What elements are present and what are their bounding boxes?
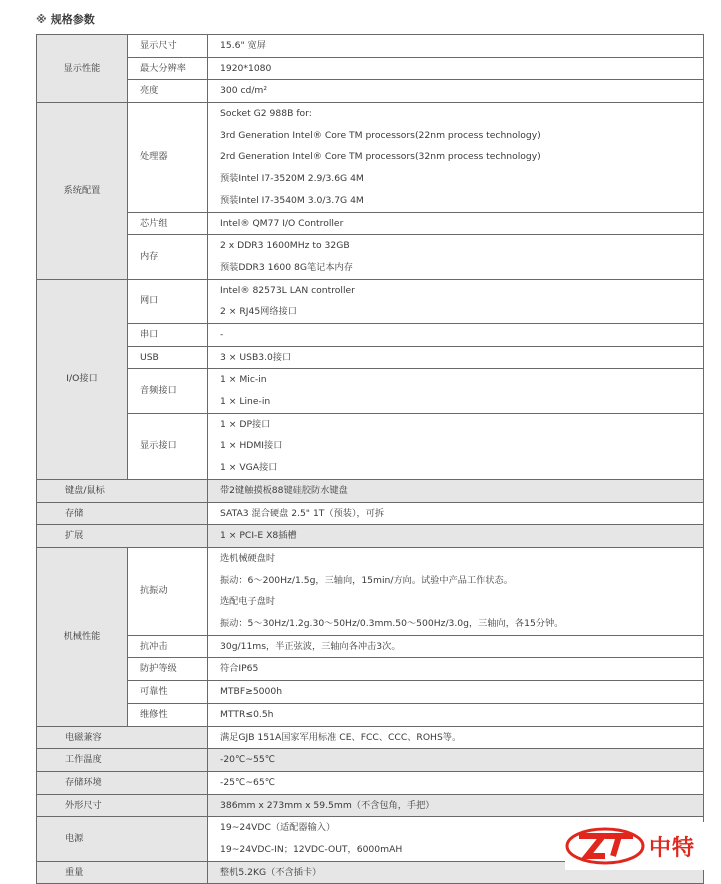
table-row	[37, 794, 704, 817]
table-row	[37, 703, 704, 726]
cpu-label: 处理器	[128, 103, 208, 212]
table-row	[37, 369, 704, 413]
audio-line: 1 × Mic-in	[220, 374, 267, 386]
cpu-line: 2rd Generation Intel® Core TM processors(32nm process technology)	[220, 151, 541, 163]
video-label: 显示接口	[128, 413, 208, 479]
table-row	[37, 324, 704, 347]
storage-value: SATA3 混合硬盘 2.5" 1T（预装），可拆	[208, 502, 704, 525]
protection-value: 符合IP65	[208, 658, 704, 681]
cpu-line: 预装Intel I7-3520M 2.9/3.6G 4M	[220, 173, 364, 185]
section-title: 规格参数	[50, 13, 95, 26]
table-row	[37, 726, 704, 749]
section-header	[36, 10, 95, 28]
table-row	[37, 80, 704, 103]
vibration-line: 选配电子盘时	[220, 596, 276, 608]
reliability-value: MTBF≥5000h	[208, 681, 704, 704]
vibration-line: 振动：6～200Hz/1.5g，三轴向，15min/方向。试验中产品工作状态。	[220, 574, 513, 586]
table-row	[37, 749, 704, 772]
display-size-value: 15.6" 宽屏	[208, 35, 704, 58]
category-storage-env: 存储环境	[37, 771, 208, 794]
video-line: 1 × VGA接口	[220, 462, 278, 474]
vibration-line: 选机械硬盘时	[220, 552, 276, 564]
op-temp-value: -20℃~55℃	[208, 749, 704, 772]
table-row	[37, 279, 704, 323]
table-row	[37, 771, 704, 794]
table-row	[37, 57, 704, 80]
category-system: 系统配置	[37, 103, 128, 280]
resolution-label: 最大分辨率	[128, 57, 208, 80]
maintainability-label: 维修性	[128, 703, 208, 726]
brightness-value: 300 cd/m²	[208, 80, 704, 103]
category-op-temp: 工作温度	[37, 749, 208, 772]
network-line: Intel® 82573L LAN controller	[220, 284, 355, 296]
maintainability-value: MTTR≤0.5h	[208, 703, 704, 726]
memory-value	[208, 235, 704, 279]
protection-label: 防护等级	[128, 658, 208, 681]
zt-logo-icon	[565, 826, 645, 866]
shock-value: 30g/11ms，半正弦波，三轴向各冲击3次。	[208, 635, 704, 658]
audio-line: 1 × Line-in	[220, 396, 271, 408]
table-row	[37, 235, 704, 279]
usb-value: 3 × USB3.0接口	[208, 346, 704, 369]
video-line: 1 × DP接口	[220, 418, 271, 430]
serial-value: -	[208, 324, 704, 347]
spec-table	[36, 34, 704, 884]
category-mechanical: 机械性能	[37, 547, 128, 726]
cpu-line: 3rd Generation Intel® Core TM processors(22nm process technology)	[220, 129, 541, 141]
category-dimensions: 外形尺寸	[37, 794, 208, 817]
chipset-label: 芯片组	[128, 212, 208, 235]
table-row	[37, 103, 704, 212]
table-row	[37, 547, 704, 635]
memory-label: 内存	[128, 235, 208, 279]
audio-value	[208, 369, 704, 413]
display-size-label: 显示尺寸	[128, 35, 208, 58]
table-row	[37, 502, 704, 525]
keyboard-value: 带2键触摸板88键硅胶防水键盘	[208, 479, 704, 502]
power-line: 19~24VDC（适配器输入）	[220, 822, 336, 834]
table-row	[37, 479, 704, 502]
expansion-value: 1 × PCI-E X8插槽	[208, 525, 704, 548]
table-row	[37, 413, 704, 479]
shock-label: 抗冲击	[128, 635, 208, 658]
reliability-label: 可靠性	[128, 681, 208, 704]
table-row	[37, 681, 704, 704]
category-keyboard: 键盘/鼠标	[37, 479, 208, 502]
cpu-value	[208, 103, 704, 212]
section-mark: ※	[36, 12, 47, 26]
power-line: 19~24VDC-IN；12VDC-OUT，6000mAH	[220, 844, 403, 856]
emc-value: 满足GJB 151A国家军用标准 CE、FCC、CCC、ROHS等。	[208, 726, 704, 749]
cpu-line: Socket G2 988B for:	[220, 108, 312, 120]
table-row	[37, 635, 704, 658]
dimensions-value: 386mm x 273mm x 59.5mm（不含包角，手把）	[208, 794, 704, 817]
weight-value: 整机5.2KG（不含插卡）	[208, 861, 704, 884]
video-line: 1 × HDMI接口	[220, 440, 283, 452]
category-weight: 重量	[37, 861, 208, 884]
brightness-label: 亮度	[128, 80, 208, 103]
category-io: I/O接口	[37, 279, 128, 479]
network-value	[208, 279, 704, 323]
network-line: 2 × RJ45网络接口	[220, 306, 297, 318]
serial-label: 串口	[128, 324, 208, 347]
memory-line: 2 x DDR3 1600MHz to 32GB	[220, 240, 350, 252]
resolution-value: 1920*1080	[208, 57, 704, 80]
category-power: 电源	[37, 817, 208, 861]
category-storage: 存储	[37, 502, 208, 525]
storage-env-value: -25℃~65℃	[208, 771, 704, 794]
vibration-value	[208, 547, 704, 635]
usb-label: USB	[128, 346, 208, 369]
brand-logo	[565, 822, 721, 870]
table-row	[37, 658, 704, 681]
category-display: 显示性能	[37, 35, 128, 103]
table-row	[37, 35, 704, 58]
category-emc: 电磁兼容	[37, 726, 208, 749]
table-row	[37, 525, 704, 548]
brand-name: 中特	[649, 835, 696, 861]
network-label: 网口	[128, 279, 208, 323]
chipset-value: Intel® QM77 I/O Controller	[208, 212, 704, 235]
category-expansion: 扩展	[37, 525, 208, 548]
cpu-line: 预装Intel I7-3540M 3.0/3.7G 4M	[220, 194, 364, 206]
table-row	[37, 346, 704, 369]
vibration-line: 振动：5～30Hz/1.2g.30～50Hz/0.3mm.50～500Hz/3.0g，三轴向，各15分钟。	[220, 618, 564, 630]
video-value	[208, 413, 704, 479]
audio-label: 音频接口	[128, 369, 208, 413]
memory-line: 预装DDR3 1600 8G笔记本内存	[220, 261, 353, 273]
table-row	[37, 212, 704, 235]
vibration-label: 抗振动	[128, 547, 208, 635]
